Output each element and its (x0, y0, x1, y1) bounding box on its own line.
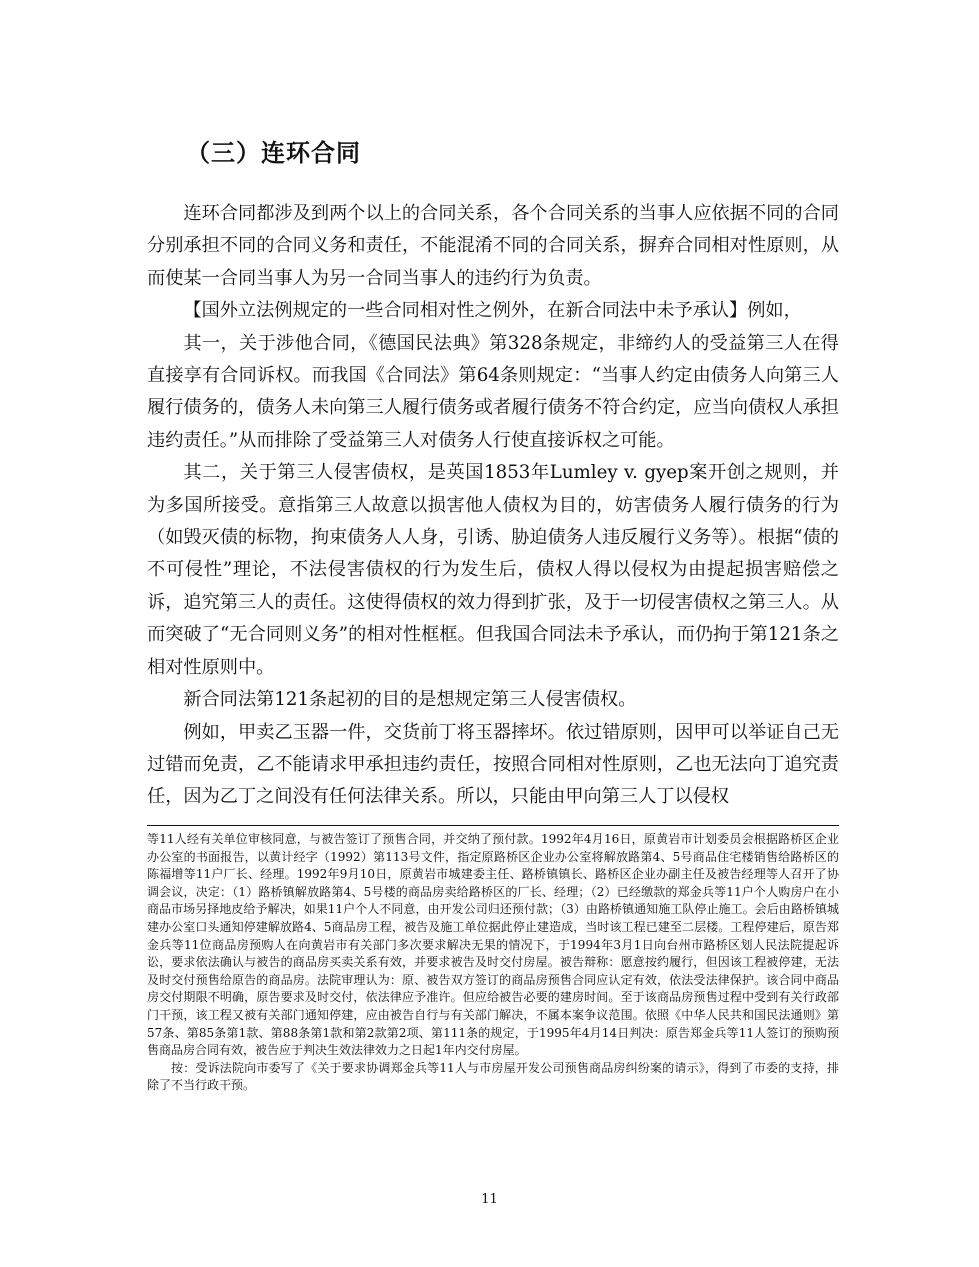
paragraph: 其一，关于涉他合同，《德国民法典》第328条规定，非缔约人的受益第三人在得直接享有合同诉权。而我国《合同法》第64条则规定：“当事人约定由债务人向第三人履行债务的，债务人未向第三人履行债务或者履行债务不符合约定，应当向债权人承担违约责任。”从而排除了受益第三人对债务人行使直接诉权之可能。 (147, 332, 839, 451)
paragraph: 其二，关于第三人侵害债权，是英国1853年Lumley v. gyep案开创之规则，并为多国所接受。意指第三人故意以损害他人债权为目的，妨害债务人履行债务的行为（如毁灭债的标物，拘束债务人人身，引诱、胁迫债务人违反履行义务等）。根据“债的不可侵性”理论，不法侵害债权的行为发生后，债权人得以侵权为由提起损害赔偿之诉，追究第三人的责任。这使得债权的效力得到扩张，及于一切侵害债权之第三人。从而突破了“无合同则义务”的相对性框框。但我国合同法未予承认，而仍拘于第121条之相对性原则中。 (147, 462, 839, 678)
footnote-note: 按：受诉法院向市委写了《关于要求协调郑金兵等11人与市房屋开发公司预售商品房纠纷案的请示》，得到了市委的支持，排除了不当行政干预。 (147, 1060, 839, 1093)
footnote-text: 等11人经有关单位审核同意，与被告签订了预售合同，并交纳了预付款。1992年4月16日，原黄岩市计划委员会根据路桥区企业办公室的书面报告，以黄计经字（1992）第113号文件，指定原路桥区企业办公室将解放路第4、5号商品住宅楼销售给路桥区的陈福增等11户厂长、经理。1992年9月10日，原黄岩市城建委主任、路桥镇镇长、路桥区企业办副主任及被告经理等人召开了协调会议，决定：（1）路桥镇解放路第4、5号楼的商品房卖给路桥区的厂长、经理；（2）已经缴款的郑金兵等11户个人购房户在小商品市场另择地皮给予解决，如果11户个人不同意，由开发公司归还预付款；（3）由路桥镇通知施工队停止施工。会后由路桥镇城建办公室口头通知停建解放路4、5商品房工程，被告及施工单位据此停止建造成，当时该工程已建至二层楼。工程停建后，原告郑金兵等11位商品房预购人在向黄岩市有关部门多次要求解决无果的情况下，于1994年3月1日向台州市路桥区划人民法院提起诉讼，要求依法确认与被告的商品房买卖关系有效，并要求被告及时交付房屋。被告辩称：愿意按约履行，但因该工程被停建，无法及时交付预售给原告的商品房。法院审理认为：原、被告双方签订的商品房预售合同应认定有效，依法受法律保护。该合同中商品房交付期限不明确，原告要求及时交付，依法律应予准许。但应给被告必要的建房时间。至于该商品房预售过程中受到有关行政部门干预，该工程又被有关部门通知停建，应由被告自行与有关部门解决，不属本案争议范围。依照《中华人民共和国民法通则》第57条、第85条第1款、第88条第1款和第2款第2项、第111条的规定，于1995年4月14日判决：原告郑金兵等11人签订的预购预售商品房合同有效，被告应于判决生效法律效力之日起1年内交付房屋。 (147, 832, 840, 1058)
paragraph: 【国外立法例规定的一些合同相对性之例外，在新合同法中未予承认】例如， (183, 300, 802, 322)
body-text (147, 198, 839, 814)
paragraph: 例如，甲卖乙玉器一件，交货前丁将玉器摔坏。依过错原则，因甲可以举证自己无过错而免责，乙不能请求甲承担违约责任，按照合同相对性原则，乙也无法向丁追究责任，因为乙丁之间没有任何法律关系。所以，只能由甲向第三人丁以侵权 (147, 721, 839, 808)
footnote-divider (147, 825, 839, 826)
page-number: 11 (481, 1192, 498, 1207)
paragraph: 连环合同都涉及到两个以上的合同关系，各个合同关系的当事人应依据不同的合同分别承担不同的合同义务和责任，不能混淆不同的合同关系，摒弃合同相对性原则，从而使某一合同当事人为另一合同当事人的违约行为负责。 (147, 203, 839, 289)
section-heading: （三）连环合同 (186, 139, 361, 167)
paragraph: 新合同法第121条起初的目的是想规定第三人侵害债权。 (183, 689, 637, 711)
footnote (147, 831, 839, 1095)
